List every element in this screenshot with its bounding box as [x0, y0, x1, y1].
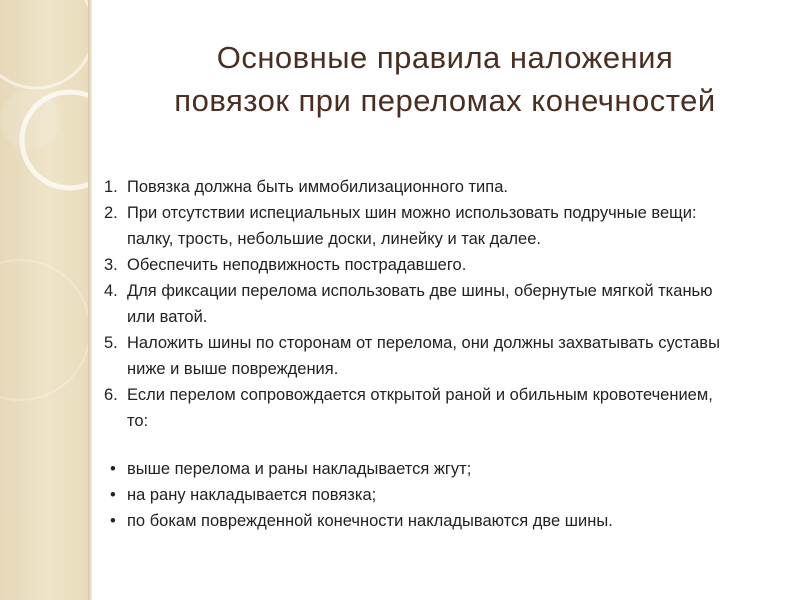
bullet-item-3 [104, 508, 784, 534]
bullet-marker: • [110, 460, 116, 478]
decorative-side-strip [0, 0, 88, 600]
bullet-list [104, 456, 784, 534]
bullet-marker: • [110, 486, 116, 504]
rule-item-5 [104, 330, 798, 382]
rule-item-6 [104, 382, 798, 434]
bullet-marker: • [110, 512, 116, 530]
bullet-item-2 [104, 482, 784, 508]
rule-number: 6. [104, 386, 118, 404]
rule-item-4 [104, 278, 798, 330]
rule-text-line: ниже и выше повреждения. [127, 360, 339, 378]
rule-text-line: Если перелом сопровождается открытой раной и обильным кровотечением, [127, 386, 713, 404]
rule-number: 2. [104, 204, 118, 222]
rule-number: 1. [104, 178, 118, 196]
slide-title [110, 36, 780, 122]
rule-text-line: Обеспечить неподвижность пострадавшего. [127, 256, 467, 274]
rule-item-1 [104, 174, 798, 200]
numbered-rules-list [104, 174, 798, 434]
rule-number: 5. [104, 334, 118, 352]
strip-edge [88, 0, 92, 600]
bullet-text: на рану накладывается повязка; [127, 486, 377, 504]
rule-text-line: Для фиксации перелома использовать две шины, обернутые мягкой тканью [127, 282, 713, 300]
rule-number: 3. [104, 256, 118, 274]
rule-text-line: Повязка должна быть иммобилизационного типа. [127, 178, 508, 196]
rule-text-line: то: [127, 412, 149, 430]
rule-number: 4. [104, 282, 118, 300]
rule-text-line: или ватой. [127, 308, 208, 326]
bullet-item-1 [104, 456, 784, 482]
title-line-1: Основные правила наложения [216, 40, 674, 75]
title-line-2: повязок при переломах конечностей [174, 83, 716, 118]
bullet-text: по бокам поврежденной конечности накладываются две шины. [127, 512, 613, 530]
rule-text-line: При отсутствии испециальных шин можно использовать подручные вещи: [127, 204, 697, 222]
decorative-circles [0, 0, 88, 600]
bullet-text: выше перелома и раны накладывается жгут; [127, 460, 472, 478]
rule-item-2 [104, 200, 798, 252]
rule-text-line: Наложить шины по сторонам от перелома, они должны захватывать суставы [127, 334, 720, 352]
rule-item-3 [104, 252, 798, 278]
rule-text-line: палку, трость, небольшие доски, линейку и так далее. [127, 230, 541, 248]
